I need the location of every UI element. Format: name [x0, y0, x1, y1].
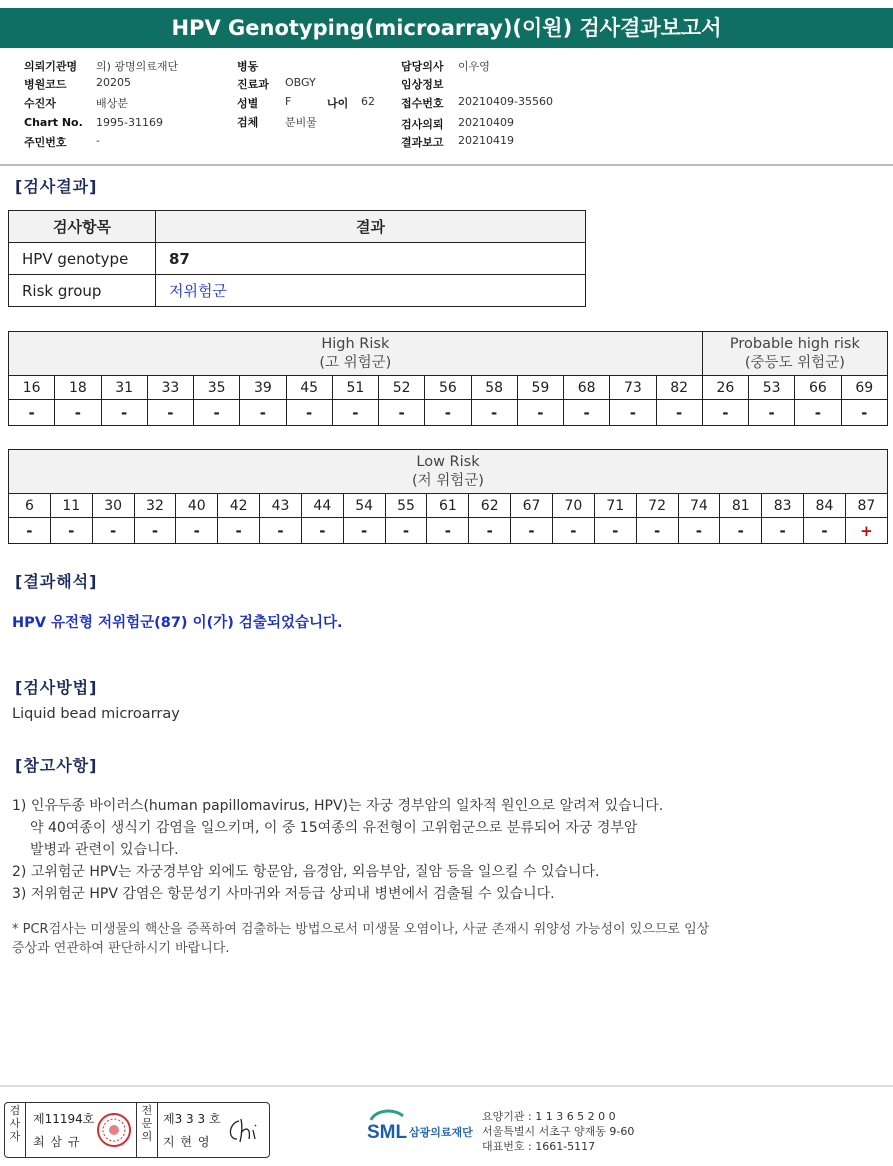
sex-label: 성별: [237, 97, 259, 110]
type-cell: 84: [804, 494, 846, 518]
result-cell: -: [636, 518, 678, 544]
rrn-value: -: [96, 134, 100, 147]
result-cell: -: [332, 400, 378, 426]
result-cell: -: [804, 518, 846, 544]
type-cell: 59: [517, 376, 563, 400]
doctor-label: 담당의사: [401, 60, 444, 73]
dept-value: OBGY: [285, 76, 316, 89]
result-cell: -: [147, 400, 193, 426]
result-cell: +: [845, 518, 887, 544]
type-cell: 42: [218, 494, 260, 518]
ward-label: 병동: [237, 60, 259, 73]
summary-header-item: 검사항목: [9, 211, 156, 243]
specialist-license: 제3 3 3 호: [163, 1112, 221, 1126]
summary-item: HPV genotype: [9, 243, 156, 275]
result-cell: -: [427, 518, 469, 544]
method-section-title: [검사방법]: [15, 678, 98, 697]
result-cell: -: [564, 400, 610, 426]
result-cell: -: [552, 518, 594, 544]
result-cell: -: [678, 518, 720, 544]
summary-table: [8, 210, 586, 307]
note-1-line-1: 1) 인유두종 바이러스(human papillomavirus, HPV)는 자궁 경부암의 일차적 원인으로 알려져 있습니다.: [12, 798, 664, 814]
report-date-label: 결과보고: [401, 136, 444, 149]
probable-high-risk-subtitle: (중등도 위험군): [744, 354, 845, 371]
footnote-line-1: * PCR검사는 미생물의 핵산을 증폭하여 검출하는 방법으로서 미생물 오염이나, 사균 존재시 위양성 가능성이 있으므로 임상: [12, 922, 710, 937]
low-risk-header: [9, 450, 888, 494]
logo-text: SML: [367, 1122, 408, 1143]
type-cell: 82: [656, 376, 702, 400]
company-address: 서울특별시 서초구 양재동 9-60: [482, 1125, 635, 1138]
type-cell: 72: [636, 494, 678, 518]
probable-high-risk-header: [702, 332, 887, 376]
result-cell: -: [134, 518, 176, 544]
doctor-value: 이우영: [458, 60, 490, 73]
note-1-line-3: 발병과 관련이 있습니다.: [30, 842, 179, 858]
sml-logo-icon: [367, 1108, 479, 1146]
institution-label: 의뢰기관명: [24, 60, 78, 73]
footnote: [12, 920, 709, 958]
result-cell: -: [594, 518, 636, 544]
report-date-value: 20210419: [458, 134, 514, 147]
low-risk-title: Low Risk: [416, 453, 480, 470]
interpretation-text: HPV 유전형 저위험군(87) 이(가) 검출되었습니다.: [12, 615, 343, 631]
type-cell: 56: [425, 376, 471, 400]
hospital-code-label: 병원코드: [24, 78, 67, 91]
high-risk-title: High Risk: [321, 335, 390, 352]
type-cell: 69: [841, 376, 888, 400]
institution-value: 의) 광명의료재단: [96, 60, 179, 73]
type-cell: 43: [260, 494, 302, 518]
type-cell: 58: [471, 376, 517, 400]
result-cell: -: [702, 400, 748, 426]
table-row: [9, 275, 586, 307]
result-cell: -: [240, 400, 286, 426]
result-cell: -: [176, 518, 218, 544]
note-2: 2) 고위험군 HPV는 자궁경부암 외에도 항문암, 음경암, 외음부암, 질암 등을 일으킬 수 있습니다.: [12, 864, 600, 880]
chart-label: Chart No.: [24, 116, 83, 129]
type-cell: 54: [343, 494, 385, 518]
type-cell: 61: [427, 494, 469, 518]
receipt-value: 20210409-35560: [458, 95, 553, 108]
result-cell: -: [55, 400, 101, 426]
result-cell: -: [511, 518, 553, 544]
summary-result: 저위험군: [156, 275, 586, 307]
type-cell: 51: [332, 376, 378, 400]
result-cell: -: [749, 400, 795, 426]
patient-info: [0, 54, 893, 158]
summary-result: 87: [156, 243, 586, 275]
type-cell: 11: [50, 494, 92, 518]
footnote-line-2: 증상과 연관하여 판단하시기 바랍니다.: [12, 941, 230, 956]
request-label: 검사의뢰: [401, 118, 444, 131]
note-3: 3) 저위험군 HPV 감염은 항문성기 사마귀와 저등급 상피내 병변에서 검출될 수 있습니다.: [12, 886, 555, 902]
result-cell: -: [343, 518, 385, 544]
summary-header-result: 결과: [156, 211, 586, 243]
type-cell: 30: [92, 494, 134, 518]
type-cell: 33: [147, 376, 193, 400]
sex-value: F: [285, 95, 292, 108]
probable-high-risk-title: Probable high risk: [729, 335, 860, 352]
high-risk-table: [8, 331, 888, 426]
type-cell: 87: [845, 494, 887, 518]
footer-divider: [0, 1085, 893, 1087]
result-section-title: [검사결과]: [15, 177, 98, 196]
type-cell: 62: [469, 494, 511, 518]
type-cell: 45: [286, 376, 332, 400]
result-cell: -: [194, 400, 240, 426]
examiner-name: 최 삼 규: [33, 1135, 81, 1149]
request-value: 20210409: [458, 116, 514, 129]
result-cell: -: [379, 400, 425, 426]
type-cell: 74: [678, 494, 720, 518]
examiner-label: 검사자: [5, 1103, 26, 1158]
type-cell: 83: [762, 494, 804, 518]
result-cell: -: [610, 400, 656, 426]
type-cell: 40: [176, 494, 218, 518]
type-cell: 18: [55, 376, 101, 400]
high-risk-header: [9, 332, 703, 376]
type-cell: 39: [240, 376, 286, 400]
result-cell: -: [517, 400, 563, 426]
result-cell: -: [260, 518, 302, 544]
result-cell: -: [469, 518, 511, 544]
specialist-name: 지 현 영: [163, 1135, 211, 1149]
result-cell: -: [656, 400, 702, 426]
type-cell: 67: [511, 494, 553, 518]
result-cell: -: [720, 518, 762, 544]
result-cell: -: [9, 400, 55, 426]
method-text: Liquid bead microarray: [12, 706, 180, 722]
summary-item: Risk group: [9, 275, 156, 307]
type-cell: 68: [564, 376, 610, 400]
handwritten-signature-icon: [225, 1115, 263, 1145]
result-cell: -: [471, 400, 517, 426]
result-cell: -: [841, 400, 888, 426]
institution-code: 요양기관 : 1 1 3 6 5 2 0 0: [482, 1110, 616, 1123]
receipt-label: 접수번호: [401, 97, 444, 110]
type-cell: 66: [795, 376, 841, 400]
type-cell: 35: [194, 376, 240, 400]
result-cell: -: [425, 400, 471, 426]
rrn-label: 주민번호: [24, 136, 67, 149]
type-cell: 44: [301, 494, 343, 518]
high-risk-subtitle: (고 위험군): [319, 354, 392, 371]
type-cell: 81: [720, 494, 762, 518]
company-logo: [367, 1108, 479, 1150]
result-cell: -: [301, 518, 343, 544]
specimen-label: 검체: [237, 116, 259, 129]
type-cell: 55: [385, 494, 427, 518]
company-name: 삼광의료재단: [409, 1126, 473, 1139]
type-cell: 6: [9, 494, 51, 518]
company-info: [482, 1109, 634, 1154]
hospital-code-value: 20205: [96, 76, 131, 89]
type-cell: 52: [379, 376, 425, 400]
result-cell: -: [50, 518, 92, 544]
result-cell: -: [286, 400, 332, 426]
dept-label: 진료과: [237, 78, 269, 91]
result-cell: -: [92, 518, 134, 544]
result-cell: -: [9, 518, 51, 544]
notes-list: [12, 795, 663, 905]
specimen-value: 분비물: [285, 116, 317, 129]
seal-stamp-icon: [96, 1111, 132, 1149]
result-cell: -: [762, 518, 804, 544]
table-row: [9, 243, 586, 275]
interpretation-section-title: [결과해석]: [15, 572, 98, 591]
signature-box: [4, 1102, 270, 1158]
type-cell: 70: [552, 494, 594, 518]
age-label: 나이: [327, 97, 349, 110]
type-cell: 71: [594, 494, 636, 518]
type-cell: 53: [749, 376, 795, 400]
result-cell: -: [795, 400, 841, 426]
report-title: HPV Genotyping(microarray)(이원) 검사결과보고서: [0, 8, 893, 48]
specialist-label: 전문의: [136, 1103, 158, 1158]
result-cell: -: [101, 400, 147, 426]
type-cell: 32: [134, 494, 176, 518]
examiner-license: 제11194호: [33, 1112, 95, 1126]
type-cell: 31: [101, 376, 147, 400]
type-cell: 16: [9, 376, 55, 400]
header-divider: [0, 164, 893, 166]
type-cell: 73: [610, 376, 656, 400]
examinee-label: 수진자: [24, 97, 56, 110]
result-cell: -: [385, 518, 427, 544]
notes-section-title: [참고사항]: [15, 756, 98, 775]
type-cell: 26: [702, 376, 748, 400]
low-risk-subtitle: (저 위험군): [412, 472, 484, 489]
note-1-line-2: 약 40여종이 생식기 감염을 일으키며, 이 중 15여종의 유전형이 고위험군으로 분류되어 자궁 경부암: [30, 820, 638, 836]
low-risk-table: [8, 449, 888, 544]
age-value: 62: [361, 95, 375, 108]
examinee-value: 배상분: [96, 97, 128, 110]
clinical-label: 임상정보: [401, 78, 444, 91]
company-phone: 대표번호 : 1661-5117: [482, 1140, 596, 1153]
chart-value: 1995-31169: [96, 116, 163, 129]
result-cell: -: [218, 518, 260, 544]
